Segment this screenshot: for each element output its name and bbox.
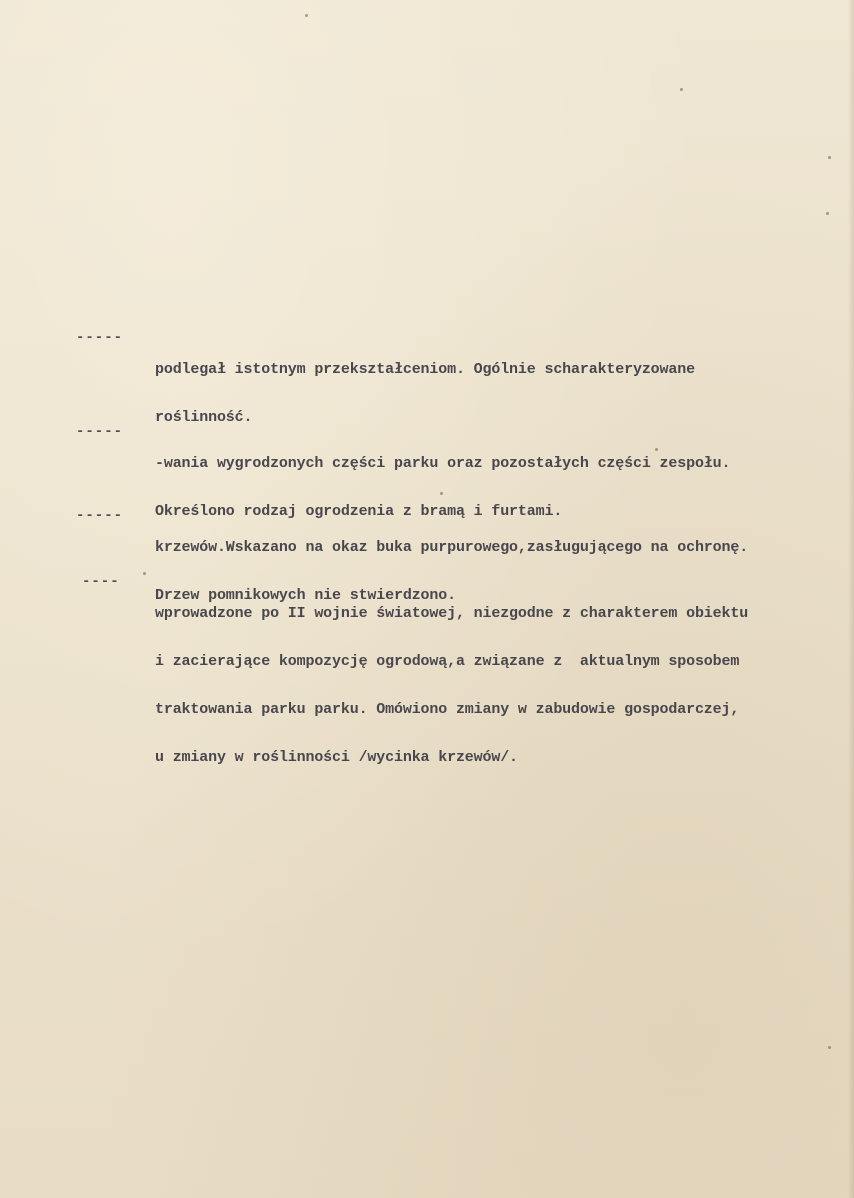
entry-marker: ----- [76,508,124,524]
text-line: traktowania parku parku. Omówiono zmiany w zabudowie gospodarczej, [155,701,740,718]
entry-marker: ----- [76,424,124,440]
entry-marker: ---- [82,574,120,590]
paper-speck [680,88,683,91]
paper-speck [305,14,308,17]
text-line: roślinność. [155,409,253,426]
text-line: Drzew pomnikowych nie stwierdzono. [155,587,456,604]
paper-speck [826,212,829,215]
text-line: i zacierające kompozycję ogrodową,a związane z aktualnym sposobem [155,653,740,670]
text-line: u zmiany w roślinności /wycinka krzewów/. [155,749,518,766]
text-line: krzewów.Wskazano na okaz buka purpurowego,zasługującego na ochronę. [155,539,749,556]
entry-text [155,574,845,798]
paper-speck [828,156,831,159]
paper-speck [655,448,658,451]
paper-edge-shadow [848,0,854,1198]
paper-speck [143,572,146,575]
text-line: -wania wygrodzonych części parku oraz pozostałych części zespołu. [155,455,731,472]
paper-speck [828,1046,831,1049]
text-line: wprowadzone po II wojnie światowej, niezgodne z charakterem obiektu [155,605,749,622]
text-line: Określono rodzaj ogrodzenia z bramą i furtami. [155,503,563,520]
entry-marker: ----- [76,330,124,346]
text-line: podlegał istotnym przekształceniom. Ogólnie scharakteryzowane [155,361,695,378]
paper-speck [440,492,443,495]
